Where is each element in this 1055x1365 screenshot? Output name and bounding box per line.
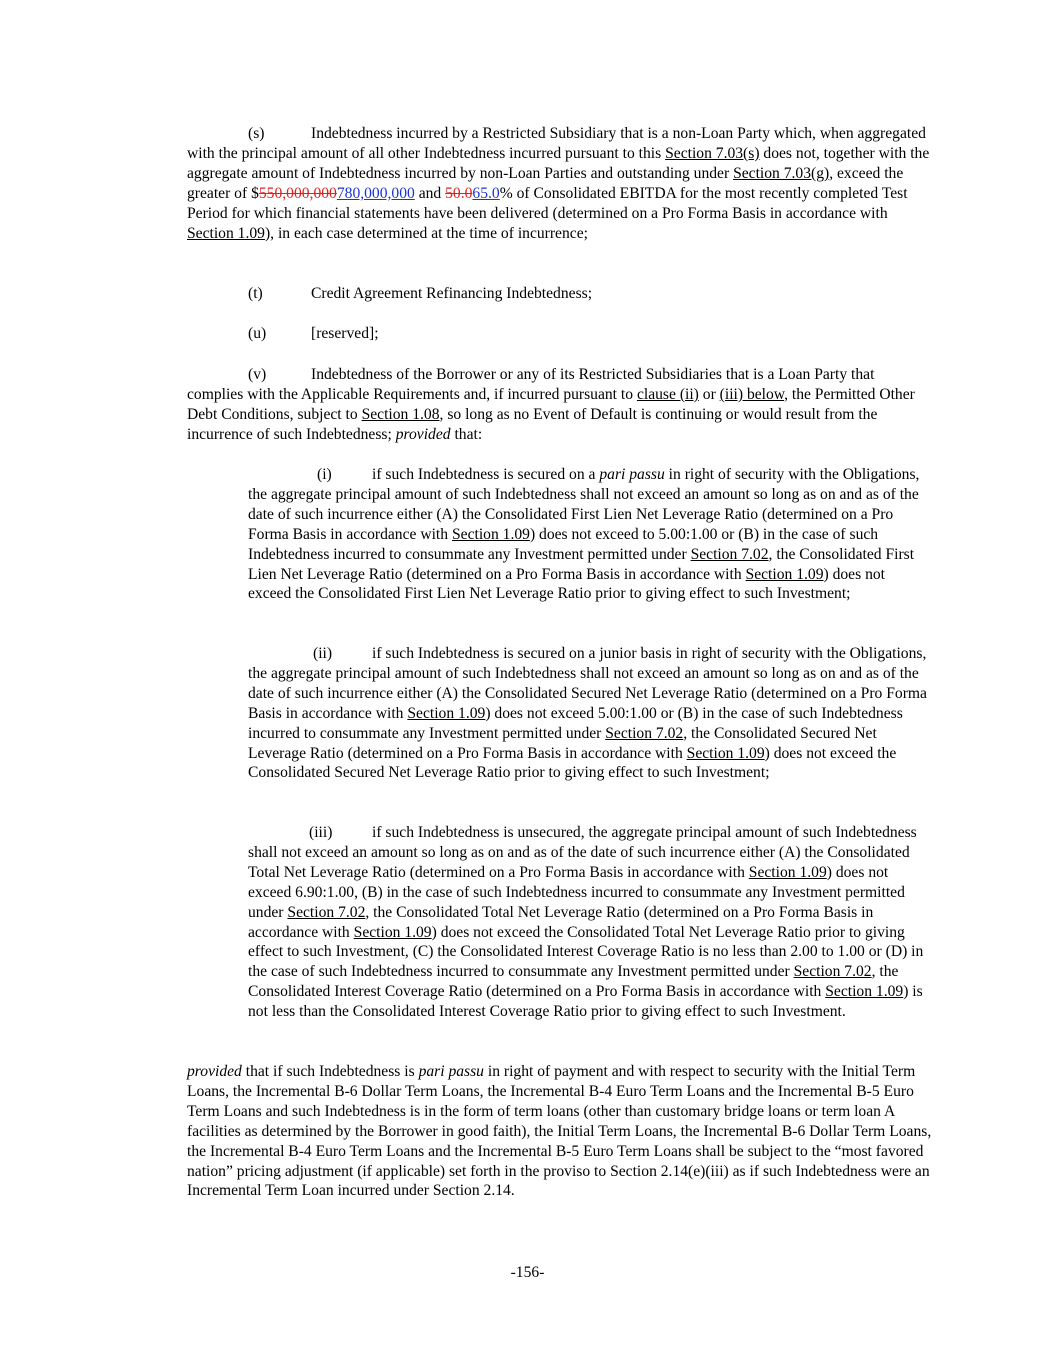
section-reference: Section 1.09 [353, 923, 432, 941]
inserted-text: 780,000,000 [336, 184, 415, 202]
subclause-i: (i) if such Indebtedness is secured on a pari passu in right of security with the Obligations, the aggregate principal amount of such Indebtedness shall not exceed an amount so long as on and as of the date of such incurrence either (A) the Consolidated First Lien Net Leverage Ratio (determined on a Pro Forma Basis in accordance with Section 1.09) does not exceed to 5.00:1.00 or (B) in the case of such Indebtedness incurred to consummate any Investment permitted under Section 7.02, the Consolidated First Lien Net Leverage Ratio (determined on a Pro Forma Basis in accordance with Section 1.09) does not exceed the Consolidated First Lien Net Leverage Ratio prior to giving effect to such Investment; [248, 466, 920, 603]
section-reference: Section 1.09 [187, 224, 265, 242]
clause-number: (v) [248, 366, 267, 383]
clause-number: (iii) [309, 824, 333, 841]
clause-reference: clause (ii) [636, 385, 699, 403]
section-reference: Section 7.03(s) [665, 144, 760, 162]
provided-term: provided [187, 1063, 242, 1080]
clause-reference: (iii) below [719, 385, 785, 403]
clause-number: (s) [248, 125, 265, 142]
section-reference: Section 1.09 [686, 744, 765, 762]
section-reference: Section 1.08 [361, 405, 440, 423]
clause-s: (s) Indebtedness incurred by a Restricted Subsidiary that is a non-Loan Party which, when aggregated with the principal amount of all other Indebtedness incurred pursuant to this Section 7.03(s) does not, together with the aggregate amount of Indebtedness incurred by non-Loan Parties and outstanding under Section 7.03(g), exceed the greater of $550,000,000780,000,000 and 50.065.0% of Consolidated EBITDA for the most recently completed Test Period for which financial statements have been delivered (determined on a Pro Forma Basis in accordance with Section 1.09), in each case determined at the time of incurrence; [187, 125, 930, 242]
section-reference: Section 1.09 [407, 704, 486, 722]
section-reference: Section 7.02 [690, 545, 769, 563]
pari-passu-term: pari passu [599, 466, 665, 483]
inserted-text: 65.0 [472, 184, 500, 202]
section-reference: Section 7.02 [605, 724, 684, 742]
deleted-text: 550,000,000 [258, 184, 337, 202]
section-reference: Section 7.03(g) [733, 164, 830, 182]
subclause-ii: (ii) if such Indebtedness is secured on a junior basis in right of security with the Obligations, the aggregate principal amount of such Indebtedness shall not exceed an amount so long as on and as of the date of such incurrence either (A) the Consolidated Secured Net Leverage Ratio (determined on a Pro Forma Basis in accordance with Section 1.09) does not exceed 5.00:1.00 or (B) in the case of such Indebtedness incurred to consummate any Investment permitted under Section 7.02, the Consolidated Secured Net Leverage Ratio (determined on a Pro Forma Basis in accordance with Section 1.09) does not exceed the Consolidated Secured Net Leverage Ratio prior to giving effect to such Investment; [248, 645, 927, 782]
clause-number: (ii) [313, 645, 333, 662]
provided-term: provided [395, 425, 451, 443]
clause-t: (t) Credit Agreement Refinancing Indebtedness; [248, 285, 593, 302]
section-reference: Section 7.02 [287, 903, 366, 921]
clause-number: (u) [248, 325, 267, 342]
section-reference: Section 1.09 [745, 565, 824, 583]
section-reference: Section 1.09 [748, 863, 827, 881]
clause-number: (i) [317, 466, 332, 483]
deleted-text: 50.0 [445, 184, 473, 202]
section-reference: Section 7.02 [793, 963, 872, 981]
page-number: -156- [510, 1264, 545, 1281]
section-reference: Section 1.09 [825, 983, 904, 1001]
clause-v: (v) Indebtedness of the Borrower or any of its Restricted Subsidiaries that is a Loan Party that complies with the Applicable Requirements and, if incurred pursuant to clause (ii) or (iii) below, the Permitted Other Debt Conditions, subject to Section 1.08, so long as no Event of Default is continuing or would result from the incurrence of such Indebtedness; provided that: [187, 366, 915, 443]
pari-passu-term: pari passu [418, 1063, 484, 1080]
clause-number: (t) [248, 285, 263, 302]
subclause-iii: (iii) if such Indebtedness is unsecured, the aggregate principal amount of such Indebtedness shall not exceed an amount so long as on and as of the date of such incurrence either (A) the Consolidated Total Net Leverage Ratio (determined on a Pro Forma Basis in accordance with Section 1.09) does not exceed 6.90:1.00, (B) in the case of such Indebtedness incurred to consummate any Investment permitted under Section 7.02, the Consolidated Total Net Leverage Ratio (determined on a Pro Forma Basis in accordance with Section 1.09) does not exceed the Consolidated Total Net Leverage Ratio prior to giving effect to such Investment, (C) the Consolidated Interest Coverage Ratio is no less than 2.00 to 1.00 or (D) in the case of such Indebtedness incurred to consummate any Investment permitted under Section 7.02, the Consolidated Interest Coverage Ratio (determined on a Pro Forma Basis in accordance with Section 1.09) is not less than the Consolidated Interest Coverage Ratio prior to giving effect to such Investment. [248, 824, 924, 1021]
proviso-paragraph: provided that if such Indebtedness is pari passu in right of payment and with respect to security with the Initial Term Loans, the Incremental B-6 Dollar Term Loans, the Incremental B-4 Euro Term Loans and the Incremental B-5 Euro Term Loans and such Indebtedness is in the form of term loans (other than customary bridge loans or term loan A facilities as determined by the Borrower in good faith), the Initial Term Loans, the Incremental B-6 Dollar Term Loans, the Incremental B-4 Euro Term Loans and the Incremental B-5 Euro Term Loans shall be subject to the “most favored nation” pricing adjustment (if applicable) set forth in the proviso to Section 2.14(e)(iii) as if such Indebtedness were an Incremental Term Loan incurred under Section 2.14. [187, 1063, 932, 1200]
clause-u: (u) [reserved]; [248, 325, 379, 342]
section-reference: Section 1.09 [451, 525, 530, 543]
